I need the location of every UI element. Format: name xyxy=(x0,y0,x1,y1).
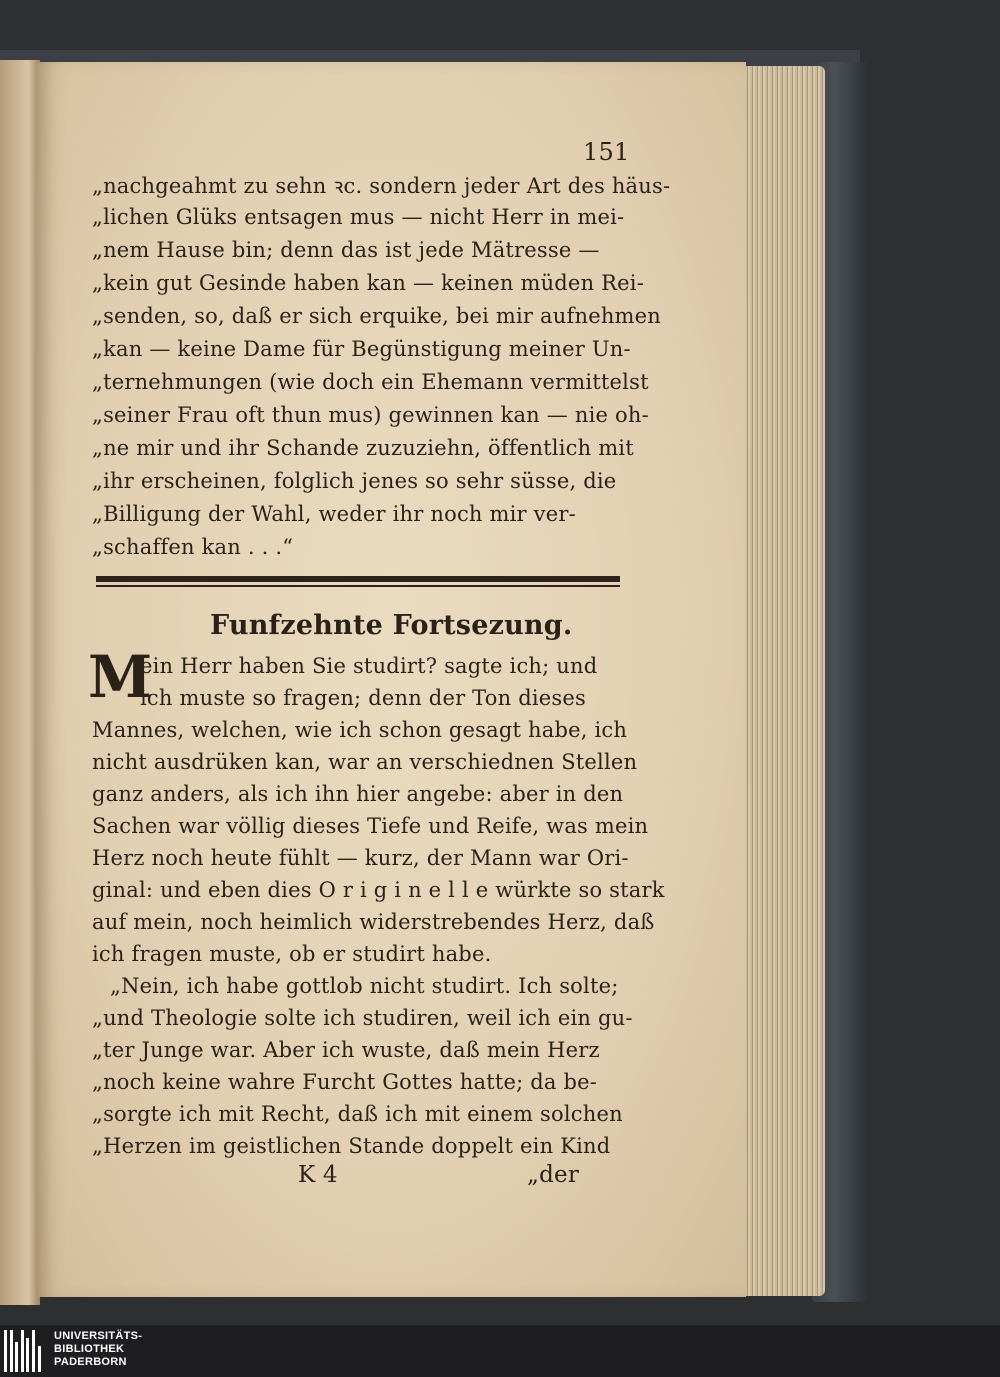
library-logo-icon xyxy=(4,1330,44,1372)
text-line: ginal: und eben dies O r i g i n e l l e würkte so stark xyxy=(92,878,665,902)
page-number: 151 xyxy=(583,138,630,166)
drop-cap: M xyxy=(88,643,153,711)
section-rule-thin xyxy=(96,585,620,587)
text-line: „sorgte ich mit Recht, daß ich mit einem solchen xyxy=(92,1102,623,1126)
text-line: Herz noch heute fühlt — kurz, der Mann war Ori- xyxy=(92,846,629,870)
text-line: ich muste so fragen; denn der Ton dieses xyxy=(140,686,586,710)
text-line: ganz anders, als ich ihn hier angebe: aber in den xyxy=(92,782,624,806)
text-line: auf mein, noch heimlich widerstrebendes Herz, daß xyxy=(92,910,655,934)
text-line: „senden, so, daß er sich erquike, bei mir aufnehmen xyxy=(92,304,662,328)
library-logo-line2: BIBLIOTHEK xyxy=(54,1343,125,1355)
footer-bar xyxy=(0,1325,1000,1377)
section-rule xyxy=(96,576,620,582)
text-line: „schaffen kan . . .“ xyxy=(92,535,294,559)
text-line: „nem Hause bin; denn das ist jede Mätresse — xyxy=(92,238,600,262)
left-page-edge xyxy=(0,60,40,1305)
signature-mark: K 4 xyxy=(298,1162,338,1188)
text-line: „seiner Frau oft thun mus) gewinnen kan — nie oh- xyxy=(92,403,649,427)
text-line: Sachen war völlig dieses Tiefe und Reife, was mein xyxy=(92,814,649,838)
text-line: „Herzen im geistlichen Stande doppelt ein Kind xyxy=(92,1134,611,1158)
text-line: nicht ausdrüken kan, war an verschiednen Stellen xyxy=(92,750,638,774)
section-heading: Funfzehnte Fortsezung. xyxy=(210,610,573,641)
text-line: „kan — keine Dame für Begünstigung meiner Un- xyxy=(92,337,631,361)
text-line: „Nein, ich habe gottlob nicht studirt. Ich solte; xyxy=(110,974,619,998)
text-line: „Billigung der Wahl, weder ihr noch mir ver- xyxy=(92,502,576,526)
text-line: „nachgeahmt zu sehn ꝛc. sondern jeder Art des häus- xyxy=(92,174,671,198)
text-line: ein Herr haben Sie studirt? sagte ich; und xyxy=(140,654,598,678)
library-logo-line3: PADERBORN xyxy=(54,1356,127,1368)
text-line: ich fragen muste, ob er studirt habe. xyxy=(92,942,492,966)
text-line: „noch keine wahre Furcht Gottes hatte; da be- xyxy=(92,1070,598,1094)
text-line: „und Theologie solte ich studiren, weil ich ein gu- xyxy=(92,1006,633,1030)
text-line: „ter Junge war. Aber ich wuste, daß mein Herz xyxy=(92,1038,600,1062)
library-logo-line1: UNIVERSITÄTS- xyxy=(54,1330,143,1342)
text-line: „kein gut Gesinde haben kan — keinen müden Rei- xyxy=(92,271,645,295)
catchword: „der xyxy=(527,1162,580,1188)
text-line: „ne mir und ihr Schande zuzuziehn, öffentlich mit xyxy=(92,436,634,460)
text-line: „ihr erscheinen, folglich jenes so sehr süsse, die xyxy=(92,469,617,493)
text-line: Mannes, welchen, wie ich schon gesagt habe, ich xyxy=(92,718,628,742)
text-line: „lichen Glüks entsagen mus — nicht Herr in mei- xyxy=(92,205,625,229)
text-line: „ternehmungen (wie doch ein Ehemann vermittelst xyxy=(92,370,649,394)
